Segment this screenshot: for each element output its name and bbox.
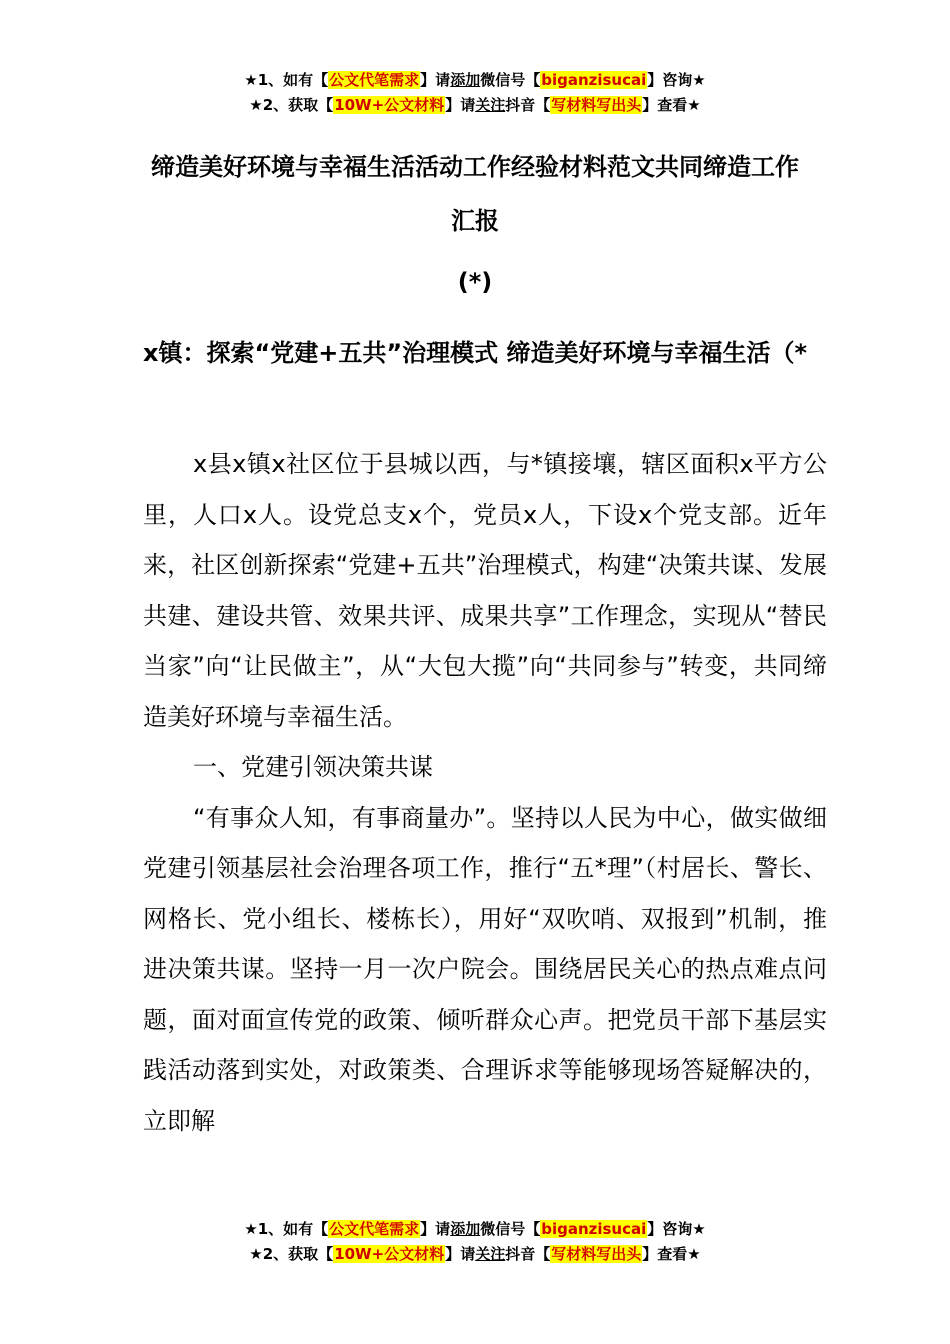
paragraph-intro: x县x镇x社区位于县城以西，与*镇接壤，辖区面积x平方公里，人口x人。设党总支x个，党员x人，下设x个党支部。近年来，社区创新探索“党建+五共”治理模式，构建“决策共谋、发展共建、建设共管、效果共评、成果共享”工作理念，实现从“替民当家”向“让民做主”，从“大包大揽”向“共同参与”转变，共同缔造美好环境与幸福生活。 [143, 450, 827, 731]
document-title: 缔造美好环境与幸福生活活动工作经验材料范文共同缔造工作汇报 [151, 153, 799, 235]
promo-text: 抖音【 [505, 96, 551, 114]
promo-text: ★2、获取【 [249, 1245, 334, 1263]
douyin-id-highlight: 写材料写出头 [551, 96, 642, 114]
wechat-id-highlight: biganzisucai [541, 71, 647, 89]
wechat-id-highlight: biganzisucai [541, 1220, 647, 1238]
promo-underlined: 添加 [450, 71, 481, 89]
promo-line-2 [0, 1242, 950, 1267]
promo-underlined: 添加 [450, 1220, 481, 1238]
promo-text: 】查看★ [642, 96, 701, 114]
promo-text: ★1、如有【 [244, 1220, 329, 1238]
promo-text: 】查看★ [642, 1245, 701, 1263]
promo-text: 】咨询★ [647, 1220, 706, 1238]
promo-text: ★2、获取【 [249, 96, 334, 114]
document-subtitle: x镇：探索“党建+五共”治理模式 缔造美好环境与幸福生活（* [142, 339, 808, 367]
douyin-id-highlight: 写材料写出头 [551, 1245, 642, 1263]
promo-text: ★1、如有【 [244, 71, 329, 89]
promo-text: 】请 [445, 96, 476, 114]
promo-text: 】咨询★ [647, 71, 706, 89]
document-body [143, 439, 827, 1146]
promo-line-2 [0, 93, 950, 118]
promo-text: 微信号【 [480, 71, 541, 89]
promo-highlight: 公文代笔需求 [329, 71, 420, 89]
promo-underlined: 关注 [475, 96, 506, 114]
promo-highlight: 10W+公文材料 [334, 1245, 445, 1263]
promo-text: 】请 [420, 71, 451, 89]
promo-underlined: 关注 [475, 1245, 506, 1263]
section-heading: 一、党建引领决策共谋 [193, 753, 433, 781]
promo-text: 】请 [420, 1220, 451, 1238]
promo-highlight: 公文代笔需求 [329, 1220, 420, 1238]
promo-text: 抖音【 [505, 1245, 551, 1263]
promo-banner-top [0, 68, 950, 118]
promo-highlight: 10W+公文材料 [334, 96, 445, 114]
promo-line-1 [0, 1217, 950, 1242]
promo-text: 微信号【 [480, 1220, 541, 1238]
paragraph-section-1: “有事众人知，有事商量办”。坚持以人民为中心，做实做细党建引领基层社会治理各项工作，推行“五*理”（村居长、警长、网格长、党小组长、楼栋长），用好“双吹哨、双报到”机制，推进决策共谋。坚持一月一次户院会。围绕居民关心的热点难点问题，面对面宣传党的政策、倾听群众心声。把党员干部下基层实践活动落到实处，对政策类、合理诉求等能够现场答疑解决的，立即解 [143, 803, 827, 1135]
promo-banner-bottom [0, 1217, 950, 1267]
promo-line-1 [0, 68, 950, 93]
promo-text: 】请 [445, 1245, 476, 1263]
document-mark: (*) [457, 268, 493, 296]
